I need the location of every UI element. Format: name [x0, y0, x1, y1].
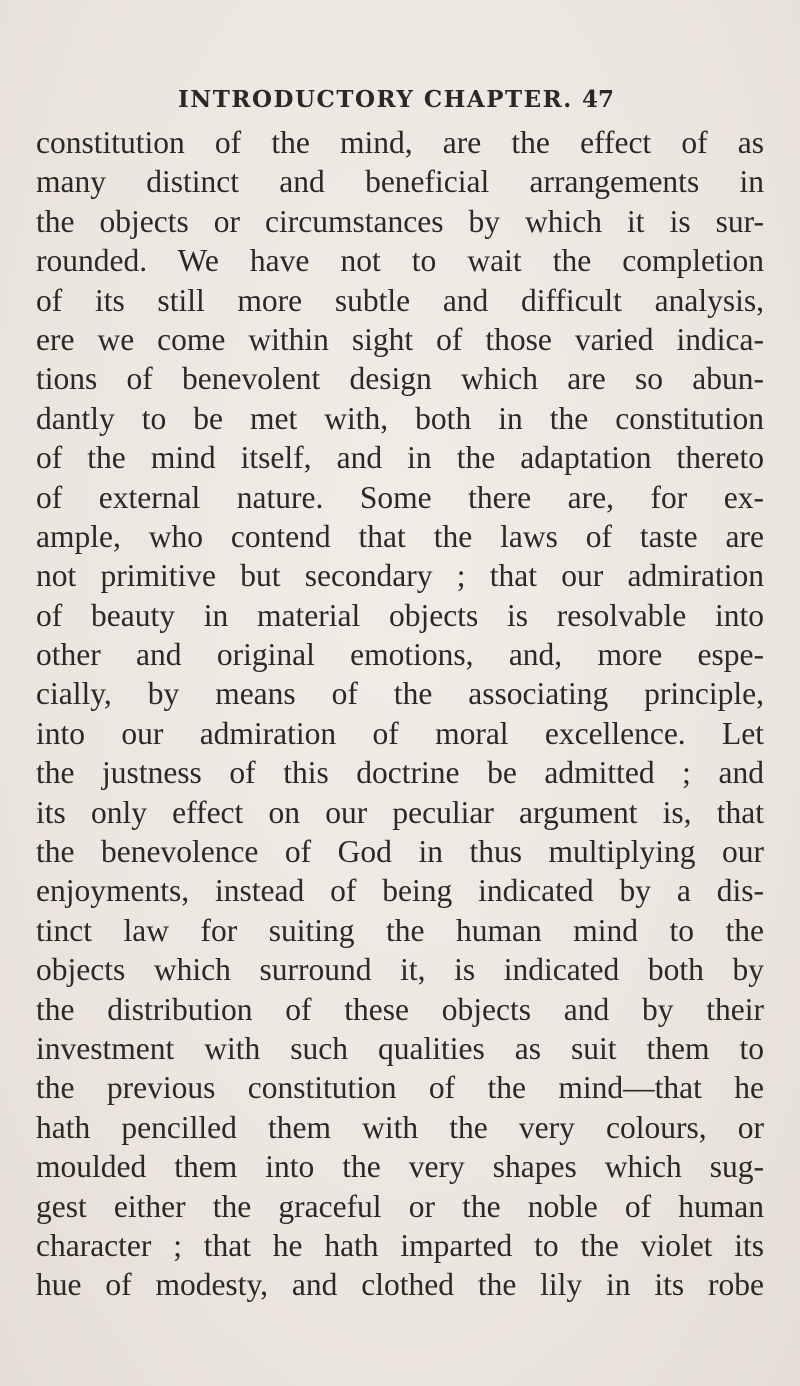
page-number: 47	[582, 86, 615, 113]
text-line: enjoyments, instead of being indicated by a dis-	[36, 873, 764, 909]
text-line: the distribution of these objects and by their	[36, 991, 764, 1027]
text-line: ample, who contend that the laws of taste are	[36, 518, 764, 554]
text-line: cially, by means of the associating principle,	[36, 676, 764, 712]
text-line: its only effect on our peculiar argument is, that	[36, 794, 764, 830]
text-line: of external nature. Some there are, for ex-	[36, 479, 764, 515]
text-line: other and original emotions, and, more espe-	[36, 637, 764, 673]
text-line: many distinct and beneficial arrangements in	[36, 164, 764, 200]
text-line: of its still more subtle and difficult analysis,	[36, 282, 764, 318]
text-line: moulded them into the very shapes which sug-	[36, 1149, 764, 1185]
text-line: ere we come within sight of those varied indica-	[36, 321, 764, 357]
text-line: the justness of this doctrine be admitted ; and	[36, 755, 764, 791]
text-line: gest either the graceful or the noble of human	[36, 1188, 764, 1224]
running-head	[0, 74, 800, 114]
text-line: hath pencilled them with the very colours, or	[36, 1109, 764, 1145]
text-line: into our admiration of moral excellence. Let	[36, 715, 764, 751]
text-line: dantly to be met with, both in the constitution	[36, 400, 764, 436]
body-text	[36, 123, 764, 1305]
text-line: not primitive but secondary ; that our admiration	[36, 558, 764, 594]
text-line: constitution of the mind, are the effect of as	[36, 125, 764, 160]
text-line: rounded. We have not to wait the completion	[36, 243, 764, 279]
text-line: tions of benevolent design which are so abun-	[36, 361, 764, 397]
text-line: the objects or circumstances by which it is sur-	[36, 203, 764, 239]
text-line: of beauty in material objects is resolvable into	[36, 597, 764, 633]
text-line: investment with such qualities as suit them to	[36, 1030, 764, 1066]
chapter-title: INTRODUCTORY CHAPTER.	[178, 86, 573, 113]
text-line: hue of modesty, and clothed the lily in its robe	[36, 1267, 764, 1303]
text-line: objects which surround it, is indicated both by	[36, 952, 764, 988]
text-line: the benevolence of God in thus multiplying our	[36, 834, 764, 870]
text-line: of the mind itself, and in the adaptation thereto	[36, 440, 764, 476]
text-line: tinct law for suiting the human mind to the	[36, 912, 764, 948]
text-line: the previous constitution of the mind—that he	[36, 1070, 764, 1106]
text-line: character ; that he hath imparted to the violet its	[36, 1227, 764, 1263]
